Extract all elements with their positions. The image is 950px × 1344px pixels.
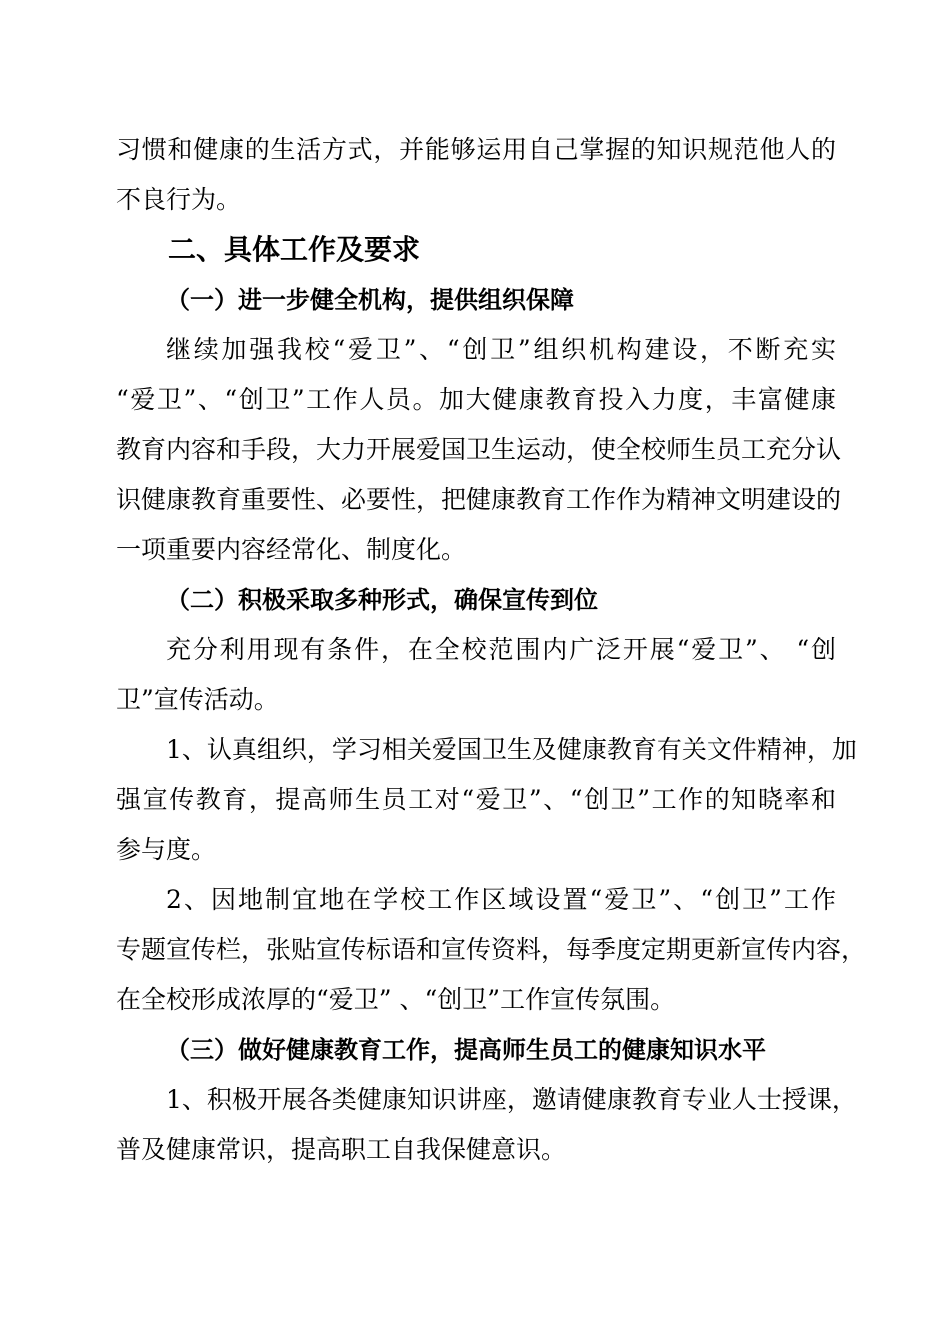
paragraph-line: 习惯和健康的生活方式，并能够运用自己掌握的知识规范他人的 xyxy=(116,135,836,164)
paragraph-line: 识健康教育重要性、必要性，把健康教育工作作为精神文明建设的 xyxy=(116,485,842,514)
list-item-line: 专题宣传栏，张贴宣传标语和宣传资料，每季度定期更新宣传内容， xyxy=(116,935,867,964)
list-item-line: 参与度。 xyxy=(116,835,217,864)
paragraph-line: 卫”宣传活动。 xyxy=(116,685,279,714)
section-heading: 二、具体工作及要求 xyxy=(168,233,421,266)
subsection-heading: （三）做好健康教育工作，提高师生员工的健康知识水平 xyxy=(166,1035,766,1064)
list-item-line: 1、认真组织，学习相关爱国卫生及健康教育有关文件精神，加 xyxy=(166,735,857,764)
list-item-line: 强宣传教育，提高师生员工对“爱卫”、“创卫”工作的知晓率和 xyxy=(116,785,836,814)
paragraph-line: “爱卫”、“创卫”工作人员。加大健康教育投入力度，丰富健康 xyxy=(116,385,836,414)
list-item-line: 普及健康常识，提高职工自我保健意识。 xyxy=(116,1135,567,1164)
subsection-heading: （二）积极采取多种形式，确保宣传到位 xyxy=(166,585,598,614)
list-item-line: 2、因地制宜地在学校工作区域设置“爱卫”、“创卫”工作 xyxy=(166,885,836,914)
paragraph-line: 继续加强我校“爱卫”、“创卫”组织机构建设，不断充实 xyxy=(166,335,836,364)
paragraph-line: 教育内容和手段，大力开展爱国卫生运动，使全校师生员工充分认 xyxy=(116,435,842,464)
list-item-line: 在全校形成浓厚的“爱卫” 、“创卫”工作宣传氛围。 xyxy=(116,985,676,1014)
subsection-heading: （一）进一步健全机构，提供组织保障 xyxy=(166,285,574,314)
paragraph-line: 充分利用现有条件，在全校范围内广泛开展“爱卫”、 “创 xyxy=(166,635,836,664)
paragraph-line: 一项重要内容经常化、制度化。 xyxy=(116,535,467,564)
paragraph-line: 不良行为。 xyxy=(116,185,242,214)
list-item-line: 1、积极开展各类健康知识讲座，邀请健康教育专业人士授课， xyxy=(166,1085,857,1114)
